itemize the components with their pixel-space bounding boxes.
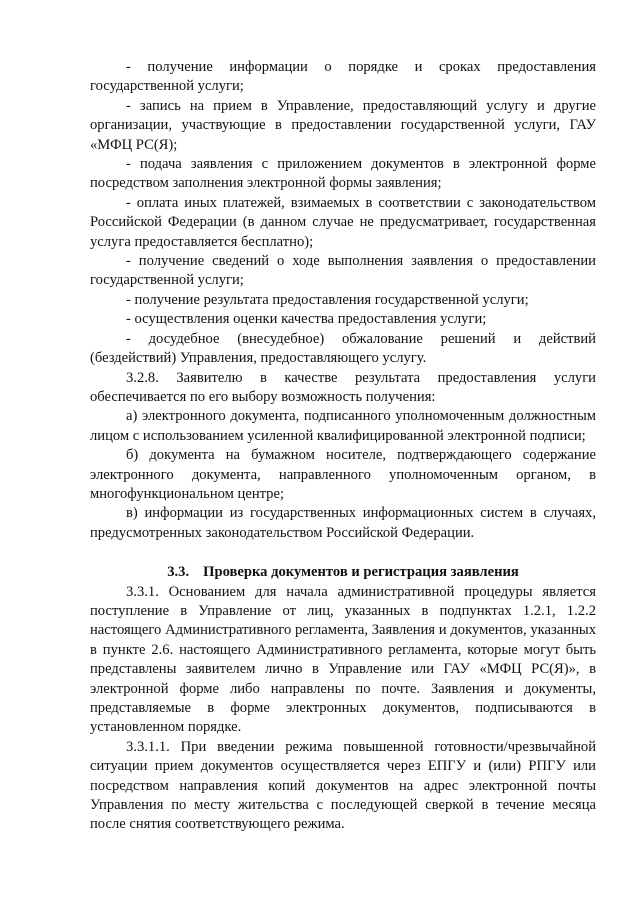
document-page [90, 58, 596, 835]
section-heading [90, 563, 596, 582]
list-item-application: - подача заявления с приложением документов в электронной форме посредством заполнения электронной формы заявления; [90, 156, 596, 192]
list-item-c: в) информации из государственных информационных систем в случаях, предусмотренных законодательством Российской Федерации. [90, 505, 596, 541]
list-item-b: б) документа на бумажном носителе, подтверждающего содержание электронного документа, направленного уполномоченным органом, в многофункциональном центре; [90, 447, 596, 502]
list-item-result: - получение результата предоставления государственной услуги; [126, 291, 529, 308]
list-item-quality: - осуществления оценки качества предоставления услуги; [126, 311, 487, 328]
list-item-a: а) электронного документа, подписанного уполномоченным должностным лицом с использованием усиленной квалифицированной электронной подписи; [90, 408, 596, 444]
paragraph-3-2-8: 3.2.8. Заявителю в качестве результата предоставления услуги обеспечивается по его выбору возможность получения: [90, 369, 596, 405]
list-item-info: - получение информации о порядке и сроках предоставления государственной услуги; [90, 59, 596, 95]
paragraph-3-3-1-1: 3.3.1.1. При введении режима повышенной готовности/чрезвычайной ситуации прием документов осуществляется через ЕПГУ и (или) РПГУ или посредством направления копий документов на адрес электронной почты Управления по месту жительства с последующей сверкой в течение месяца после снятия соответствующего режима. [90, 738, 596, 833]
list-item-payments: - оплата иных платежей, взимаемых в соответствии с законодательством Российской Федерации (в данном случае не предусматривает, государственная услуга предоставляется бесплатно); [90, 194, 596, 250]
section-title: Проверка документов и регистрация заявления [203, 564, 519, 581]
list-item-appeal: - досудебное (внесудебное) обжалование решений и действий (бездействий) Управления, предоставляющего услугу. [90, 330, 596, 367]
section-number: 3.3. [167, 564, 190, 581]
list-item-status: - получение сведений о ходе выполнения заявления о предоставлении государственной услуги; [90, 253, 596, 289]
list-item-appointment: - запись на прием в Управление, предоставляющий услугу и другие организации, участвующие в предоставлении государственной услуги, ГАУ «МФЦ РС(Я); [90, 97, 596, 153]
paragraph-3-3-1: 3.3.1. Основанием для начала административной процедуры является поступление в Управление от лиц, указанных в подпунктах 1.2.1, 1.2.2 настоящего Административного регламента, Заявления и документов, указанных в пункте 2.6. настоящего Административного регламента, которые могут быть представлены заявителем лично в Управление или ГАУ «МФЦ РС(Я)», в электронной форме либо направлены по почте. Заявления и документы, представляемые в форме электронных документов, подписываются в установленном порядке. [90, 583, 596, 736]
